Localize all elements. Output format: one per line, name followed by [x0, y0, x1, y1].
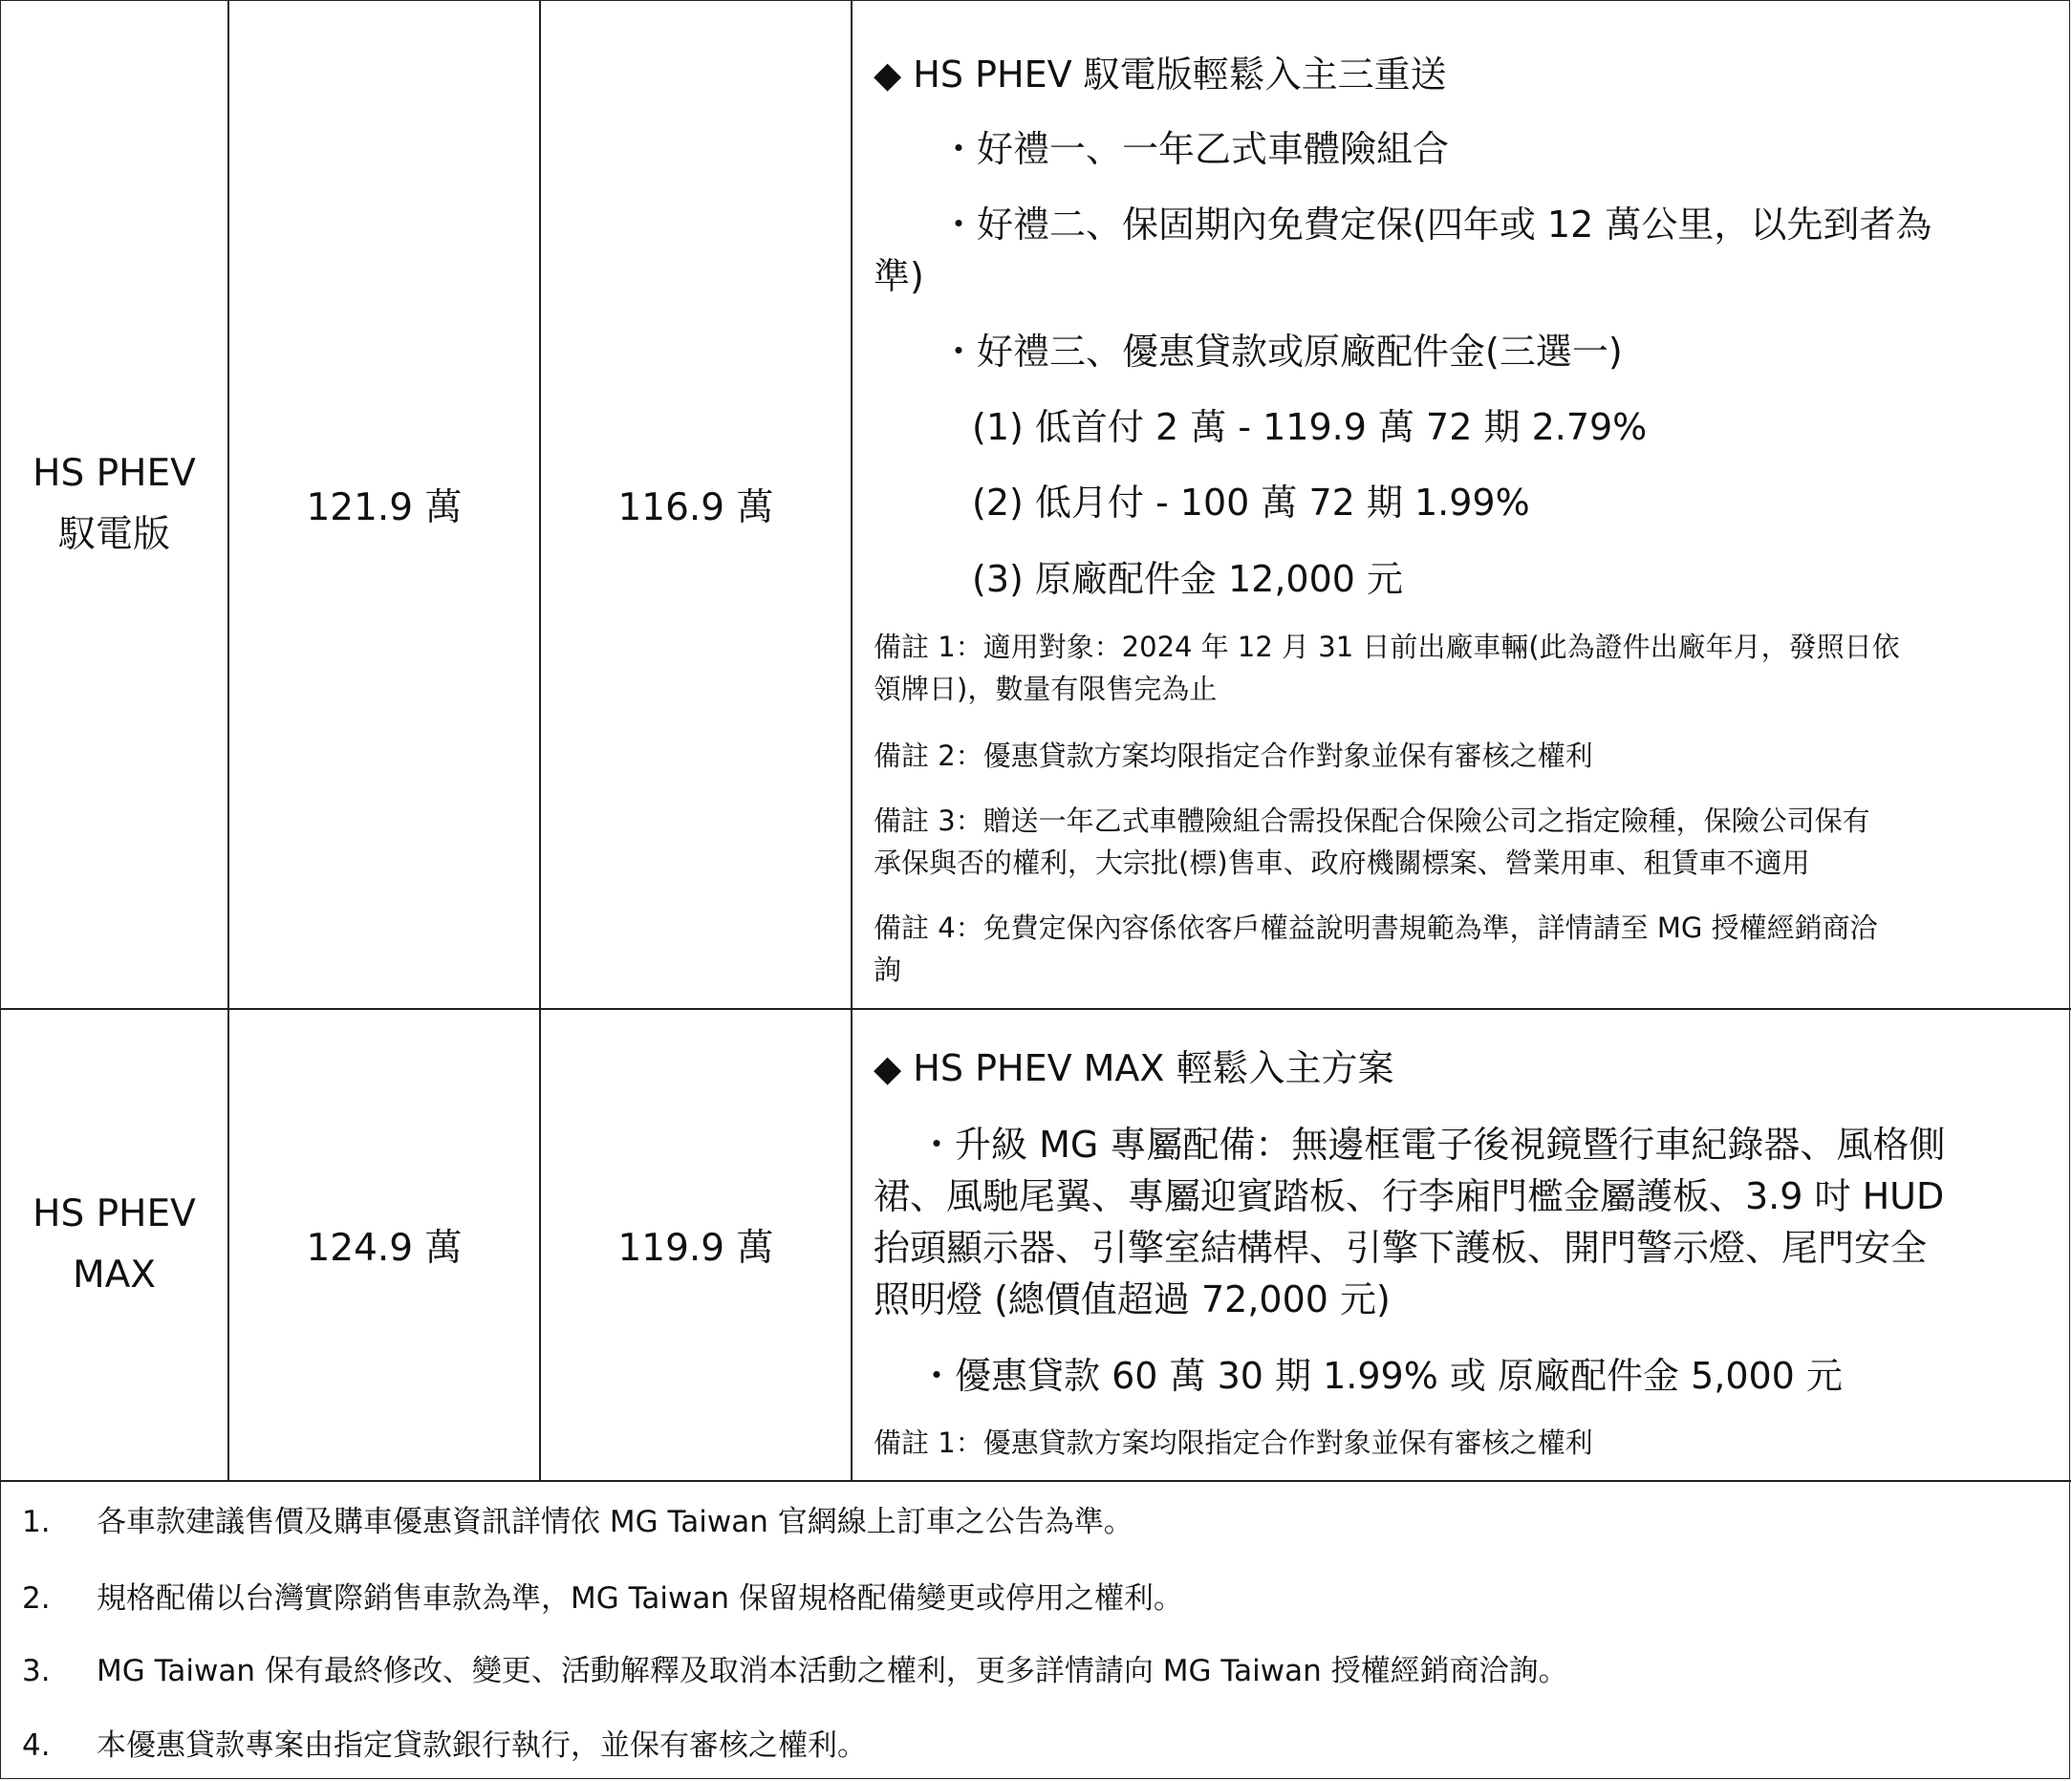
note-line: 承保與否的權利，大宗批(標)售車、政府機關標案、營業用車、租賃車不適用 — [874, 847, 1810, 879]
promotion-heading: ◆ HS PHEV 馭電版輕鬆入主三重送 — [874, 54, 1447, 96]
footnote-text: 規格配備以台灣實際銷售車款為準，MG Taiwan 保留規格配備變更或停用之權利。 — [97, 1581, 1183, 1616]
offer-price-cell — [541, 1010, 851, 1480]
equipment-item-continued: 裙、風馳尾翼、專屬迎賓踏板、行李廂門檻金屬護板、3.9 吋 HUD — [874, 1175, 1945, 1217]
gift-item: ・好禮一、一年乙式車體險組合 — [940, 128, 1450, 170]
equipment-item: ・升級 MG 專屬配備：無邊框電子後視鏡暨行車紀錄器、風格側 — [918, 1124, 1946, 1166]
note-line: 備註 3：贈送一年乙式車體險組合需投保配合保險公司之指定險種，保險公司保有 — [874, 805, 1870, 837]
model-name: HS PHEV — [32, 1192, 196, 1235]
model-cell — [1, 1, 227, 1008]
original-price-cell — [229, 1, 539, 1008]
footnote-text: MG Taiwan 保有最終修改、變更、活動解釋及取消本活動之權利，更多詳情請向 MG Taiwan 授權經銷商洽詢。 — [97, 1654, 1568, 1688]
promotion-heading: ◆ HS PHEV MAX 輕鬆入主方案 — [874, 1047, 1394, 1089]
gift-item: ・好禮三、優惠貸款或原廠配件金(三選一) — [940, 331, 1623, 373]
offer-price: 116.9 萬 — [617, 486, 774, 529]
footnote-number: 3. — [22, 1654, 51, 1688]
note-line: 備註 2：優惠貸款方案均限指定合作對象並保有審核之權利 — [874, 740, 1593, 772]
footnote-text: 各車款建議售價及購車優惠資訊詳情依 MG Taiwan 官網線上訂車之公告為準。 — [97, 1505, 1133, 1539]
original-price: 124.9 萬 — [306, 1227, 463, 1270]
footnote-text: 本優惠貸款專案由指定貸款銀行執行，並保有審核之權利。 — [97, 1728, 867, 1763]
equipment-item-continued: 抬頭顯示器、引擎室結構桿、引擎下護板、開門警示燈、尾門安全 — [874, 1227, 1928, 1269]
column-divider — [851, 1, 853, 1480]
gift-item: ・好禮二、保固期內免費定保(四年或 12 萬公里，以先到者為 — [940, 204, 1932, 246]
note-line: 領牌日)，數量有限售完為止 — [874, 673, 1218, 705]
note-line: 備註 1：適用對象：2024 年 12 月 31 日前出廠車輛(此為證件出廠年月，發照日依 — [874, 631, 1900, 663]
footnote-number: 4. — [22, 1728, 51, 1763]
footnote-item — [22, 1574, 1183, 1617]
note-line: 備註 1：優惠貸款方案均限指定合作對象並保有審核之權利 — [874, 1427, 1593, 1459]
model-variant: MAX — [72, 1254, 157, 1297]
footnote-item — [22, 1646, 1568, 1689]
loan-option: ・優惠貸款 60 萬 30 期 1.99% 或 原廠配件金 5,000 元 — [918, 1355, 1843, 1397]
original-price-cell — [229, 1010, 539, 1480]
original-price: 121.9 萬 — [306, 486, 463, 529]
equipment-item-continued: 照明燈 (總價值超過 72,000 元) — [874, 1278, 1391, 1320]
footnote-item — [22, 1497, 1133, 1540]
footnote-number: 1. — [22, 1505, 51, 1539]
loan-option: (1) 低首付 2 萬 - 119.9 萬 72 期 2.79% — [972, 406, 1648, 448]
note-line: 詢 — [874, 954, 902, 986]
gift-item-continued: 準) — [874, 255, 924, 297]
loan-option: (3) 原廠配件金 12,000 元 — [972, 558, 1404, 600]
note-line: 備註 4：免費定保內容係依客戶權益說明書規範為準，詳情請至 MG 授權經銷商洽 — [874, 912, 1878, 944]
footnote-item — [22, 1721, 867, 1764]
model-name: HS PHEV — [32, 452, 196, 495]
loan-option: (2) 低月付 - 100 萬 72 期 1.99% — [972, 482, 1530, 524]
offer-price: 119.9 萬 — [617, 1227, 774, 1270]
row-divider — [1, 1480, 2071, 1482]
footnote-number: 2. — [22, 1581, 51, 1616]
model-variant: 馭電版 — [57, 513, 170, 556]
model-cell — [1, 1010, 227, 1480]
offer-price-cell — [541, 1, 851, 1008]
